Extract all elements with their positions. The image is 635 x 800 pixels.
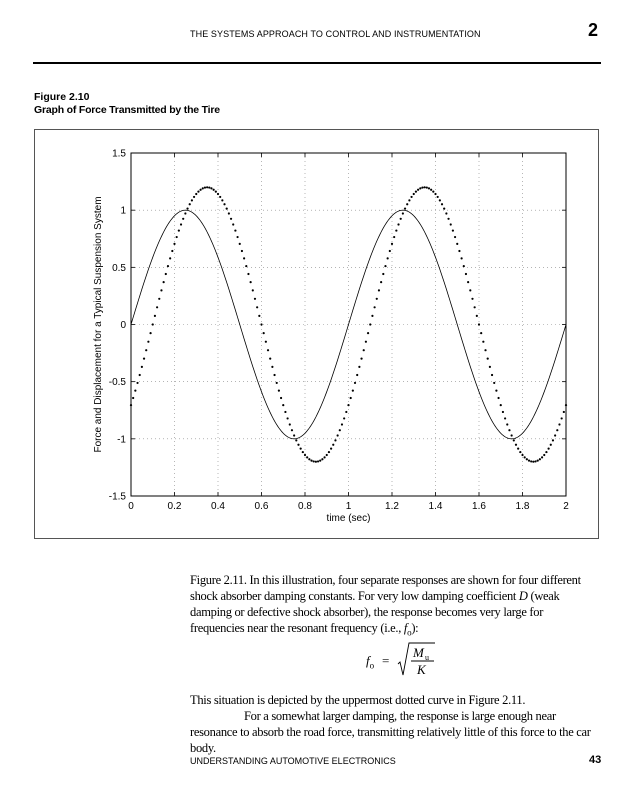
series-dot xyxy=(400,218,402,220)
series-dot xyxy=(563,411,565,413)
series-dot xyxy=(452,229,454,231)
series-dot xyxy=(210,187,212,189)
series-dot xyxy=(511,434,513,436)
series-dot xyxy=(539,458,541,460)
series-dot xyxy=(513,439,515,441)
series-dot xyxy=(173,243,175,245)
series-dot xyxy=(308,458,310,460)
series-dot xyxy=(371,315,373,317)
series-dot xyxy=(519,451,521,453)
series-dot xyxy=(447,218,449,220)
series-dot xyxy=(528,460,530,462)
series-dot xyxy=(215,191,217,193)
series-dot xyxy=(463,265,465,267)
series-dot xyxy=(524,456,526,458)
series-dot xyxy=(367,332,369,334)
series-dot xyxy=(321,458,323,460)
series-dot xyxy=(191,199,193,201)
series-dot xyxy=(380,281,382,283)
series-dot xyxy=(256,306,258,308)
x-tick-label: 1 xyxy=(345,501,352,512)
series-dot xyxy=(313,460,315,462)
series-dot xyxy=(217,193,219,195)
series-dot xyxy=(315,461,317,463)
x-tick-label: 1.8 xyxy=(515,501,530,512)
series-dot xyxy=(295,439,297,441)
series-dot xyxy=(441,203,443,205)
series-dot xyxy=(310,460,312,462)
series-dot xyxy=(543,454,545,456)
x-tick-label: 1.6 xyxy=(472,501,486,512)
series-dot xyxy=(254,298,256,300)
x-tick-label: 0 xyxy=(128,501,134,512)
series-dot xyxy=(154,315,156,317)
series-dot xyxy=(456,243,458,245)
series-dot xyxy=(454,236,456,238)
series-dot xyxy=(476,315,478,317)
series-dot xyxy=(374,306,376,308)
series-dot xyxy=(236,236,238,238)
x-tick-label: 0.4 xyxy=(211,501,225,512)
series-dot xyxy=(395,229,397,231)
equation-equals: = xyxy=(382,653,390,668)
series-dot xyxy=(278,390,280,392)
y-tick-label: 0.5 xyxy=(112,262,126,274)
series-dot xyxy=(424,186,426,188)
y-tick-label: 1.5 xyxy=(112,148,126,160)
series-dot xyxy=(243,257,245,259)
series-dot xyxy=(426,186,428,188)
series-dot xyxy=(428,187,430,189)
running-head: THE SYSTEMS APPROACH TO CONTROL AND INSTRUMENTATION xyxy=(190,29,481,39)
series-dot xyxy=(304,454,306,456)
series-dot xyxy=(552,439,554,441)
series-dot xyxy=(180,223,182,225)
eq-numerator-sub: u xyxy=(425,653,429,662)
series-dot xyxy=(506,423,508,425)
series-dot xyxy=(221,199,223,201)
series-dot xyxy=(352,390,354,392)
eq-f: f xyxy=(366,653,370,668)
series-dot xyxy=(302,451,304,453)
series-dot xyxy=(465,273,467,275)
series-dot xyxy=(439,199,441,201)
series-dot xyxy=(171,250,173,252)
series-dot xyxy=(493,382,495,384)
series-dot xyxy=(160,289,162,291)
series-dot xyxy=(267,349,269,351)
suspension-chart xyxy=(34,129,599,539)
x-tick-label: 2 xyxy=(563,501,569,512)
series-dot xyxy=(541,456,543,458)
series-dot xyxy=(149,332,151,334)
series-dot xyxy=(376,298,378,300)
series-dot xyxy=(537,460,539,462)
series-dot xyxy=(330,448,332,450)
page-number: 43 xyxy=(589,754,602,766)
series-dot xyxy=(132,397,134,399)
body-paragraph-2: This situation is depicted by the uppermost dotted curve in Figure 2.11. xyxy=(190,693,526,707)
series-dot xyxy=(250,281,252,283)
series-dot xyxy=(410,196,412,198)
series-dot xyxy=(186,208,188,210)
series-dot xyxy=(165,273,167,275)
series-dot xyxy=(408,199,410,201)
series-dot xyxy=(382,273,384,275)
y-tick-label: -1.5 xyxy=(108,491,126,503)
y-tick-label: -1 xyxy=(117,434,126,446)
body-paragraph-1 xyxy=(190,572,600,641)
series-dot xyxy=(245,265,247,267)
x-axis-label: time (sec) xyxy=(326,513,371,524)
series-dot xyxy=(147,341,149,343)
series-dot xyxy=(208,186,210,188)
series-dot xyxy=(339,429,341,431)
series-dot xyxy=(561,417,563,419)
series-dot xyxy=(200,189,202,191)
series-dot xyxy=(271,366,273,368)
series-dot xyxy=(291,429,293,431)
series-dot xyxy=(471,298,473,300)
series-dot xyxy=(389,250,391,252)
series-dot xyxy=(158,298,160,300)
series-dot xyxy=(343,417,345,419)
series-dot xyxy=(130,404,132,406)
body-paragraph-3: For a somewhat larger damping, the response is large enough near resonance to absorb the road force, transmitting relatively little of this force to the car body. xyxy=(190,709,591,755)
series-dot xyxy=(219,196,221,198)
series-dot xyxy=(500,404,502,406)
series-dot xyxy=(445,212,447,214)
series-dot xyxy=(397,223,399,225)
series-dot xyxy=(565,404,567,406)
para1-mid: (weak damping or defective shock absorber), the response becomes very large for frequencies near the resonant frequency (i.e., xyxy=(190,589,560,635)
series-dot xyxy=(195,193,197,195)
series-dot xyxy=(228,212,230,214)
series-dot xyxy=(504,417,506,419)
series-dot xyxy=(521,454,523,456)
series-dot xyxy=(136,382,138,384)
series-dot xyxy=(230,218,232,220)
series-dot xyxy=(167,265,169,267)
series-dot xyxy=(458,250,460,252)
series-dot xyxy=(548,448,550,450)
series-dot xyxy=(152,323,154,325)
eq-numerator: M xyxy=(413,645,424,660)
series-dot xyxy=(265,341,267,343)
var-f-sub: o xyxy=(407,627,412,638)
series-dot xyxy=(213,189,215,191)
series-dot xyxy=(550,444,552,446)
para1-tail: ): xyxy=(411,621,419,635)
series-dot xyxy=(263,332,265,334)
series-dot xyxy=(393,236,395,238)
series-dot xyxy=(143,358,145,360)
series-dot xyxy=(178,229,180,231)
var-f: f xyxy=(403,621,408,635)
series-dot xyxy=(554,434,556,436)
series-dot xyxy=(508,429,510,431)
para1-lead: Figure 2.11. In this illustration, four separate responses are shown for four different shock absorber damping constants. For very low damping coefficient xyxy=(190,573,581,603)
series-dot xyxy=(363,349,365,351)
series-dot xyxy=(530,460,532,462)
series-dot xyxy=(480,332,482,334)
series-dot xyxy=(297,444,299,446)
series-dot xyxy=(421,186,423,188)
series-dot xyxy=(334,439,336,441)
figure-title: Graph of Force Transmitted by the Tire xyxy=(34,104,220,116)
series-dot xyxy=(489,366,491,368)
series-dot xyxy=(356,374,358,376)
x-tick-label: 0.6 xyxy=(254,501,269,512)
series-dot xyxy=(404,208,406,210)
series-dot xyxy=(326,454,328,456)
series-dot xyxy=(345,411,347,413)
series-dot xyxy=(556,429,558,431)
series-dot xyxy=(491,374,493,376)
series-dot xyxy=(306,456,308,458)
series-dot xyxy=(432,191,434,193)
series-dot xyxy=(437,196,439,198)
series-dot xyxy=(247,273,249,275)
series-dot xyxy=(234,229,236,231)
series-dot xyxy=(469,289,471,291)
series-dot xyxy=(323,456,325,458)
y-tick-label: 0 xyxy=(120,320,126,331)
x-tick-label: 1.2 xyxy=(385,501,399,512)
series-dot xyxy=(176,236,178,238)
series-dot xyxy=(450,223,452,225)
series-dot xyxy=(184,212,186,214)
axis-ticks xyxy=(109,149,569,513)
series-dot xyxy=(204,186,206,188)
series-dot xyxy=(156,306,158,308)
series-dot xyxy=(332,444,334,446)
series-dot xyxy=(276,382,278,384)
series-dot xyxy=(517,448,519,450)
series-dot xyxy=(319,460,321,462)
series-dot xyxy=(387,257,389,259)
series-dot xyxy=(402,212,404,214)
x-tick-label: 0.8 xyxy=(298,501,312,512)
series-dot xyxy=(419,187,421,189)
series-dot xyxy=(545,451,547,453)
series-dot xyxy=(287,417,289,419)
figure-number: Figure 2.10 xyxy=(34,91,90,103)
series-dot xyxy=(293,434,295,436)
series-dot xyxy=(226,208,228,210)
series-dot xyxy=(467,281,469,283)
series-dot xyxy=(258,315,260,317)
series-dot xyxy=(358,366,360,368)
equation-lhs xyxy=(366,653,374,671)
series-dot xyxy=(526,458,528,460)
series-dot xyxy=(350,397,352,399)
series-dot xyxy=(139,374,141,376)
series-dot xyxy=(347,404,349,406)
series-dot xyxy=(202,187,204,189)
series-dot xyxy=(223,203,225,205)
series-dot xyxy=(478,323,480,325)
eq-f-sub: o xyxy=(369,660,375,671)
series-dot xyxy=(487,358,489,360)
series-dot xyxy=(484,349,486,351)
series-dot xyxy=(558,423,560,425)
series-dot xyxy=(360,358,362,360)
x-tick-label: 0.2 xyxy=(167,501,182,512)
series-dot xyxy=(341,423,343,425)
header-rule xyxy=(33,62,601,64)
chapter-number: 2 xyxy=(588,20,599,40)
series-dot xyxy=(193,196,195,198)
series-dot xyxy=(417,189,419,191)
series-dot xyxy=(284,411,286,413)
y-axis-label: Force and Displacement for a Typical Suspension System xyxy=(93,196,104,453)
series-dot xyxy=(482,341,484,343)
series-dot xyxy=(232,223,234,225)
series-dot xyxy=(141,366,143,368)
series-dot xyxy=(502,411,504,413)
series-dot xyxy=(337,434,339,436)
series-dot xyxy=(415,191,417,193)
x-tick-label: 1.4 xyxy=(428,501,443,512)
series-dot xyxy=(430,189,432,191)
series-dot xyxy=(252,289,254,291)
series-dot xyxy=(384,265,386,267)
series-dot xyxy=(282,404,284,406)
series-dot xyxy=(534,460,536,462)
series-dot xyxy=(378,289,380,291)
series-dot xyxy=(241,250,243,252)
series-dot xyxy=(239,243,241,245)
series-dot xyxy=(497,397,499,399)
series-dot xyxy=(434,193,436,195)
series-dot xyxy=(413,193,415,195)
equation-sqrt-fraction xyxy=(397,640,437,678)
series-dot xyxy=(328,451,330,453)
series-dot xyxy=(273,374,275,376)
series-dot xyxy=(474,306,476,308)
series-dot xyxy=(406,203,408,205)
series-dot xyxy=(369,323,371,325)
series-dot xyxy=(182,218,184,220)
series-dot xyxy=(354,382,356,384)
series-dot xyxy=(206,186,208,188)
series-dot xyxy=(300,448,302,450)
series-dot xyxy=(189,203,191,205)
series-dot xyxy=(391,243,393,245)
series-dot xyxy=(134,390,136,392)
series-dot xyxy=(169,257,171,259)
series-dot xyxy=(443,208,445,210)
series-dot xyxy=(532,461,534,463)
series-dot xyxy=(365,341,367,343)
var-d: D xyxy=(518,589,528,603)
series-dot xyxy=(163,281,165,283)
series-dot xyxy=(515,444,517,446)
eq-denominator: K xyxy=(417,662,426,677)
series-dot xyxy=(145,349,147,351)
series-dot xyxy=(495,390,497,392)
footer-book-title: UNDERSTANDING AUTOMOTIVE ELECTRONICS xyxy=(190,756,396,766)
series-dot xyxy=(289,423,291,425)
series-dot xyxy=(260,323,262,325)
series-dot xyxy=(280,397,282,399)
series-dot xyxy=(461,257,463,259)
series-dot xyxy=(269,358,271,360)
y-tick-label: 1 xyxy=(120,205,126,217)
series-dot xyxy=(317,460,319,462)
y-tick-label: -0.5 xyxy=(108,377,126,389)
series-dot xyxy=(197,191,199,193)
